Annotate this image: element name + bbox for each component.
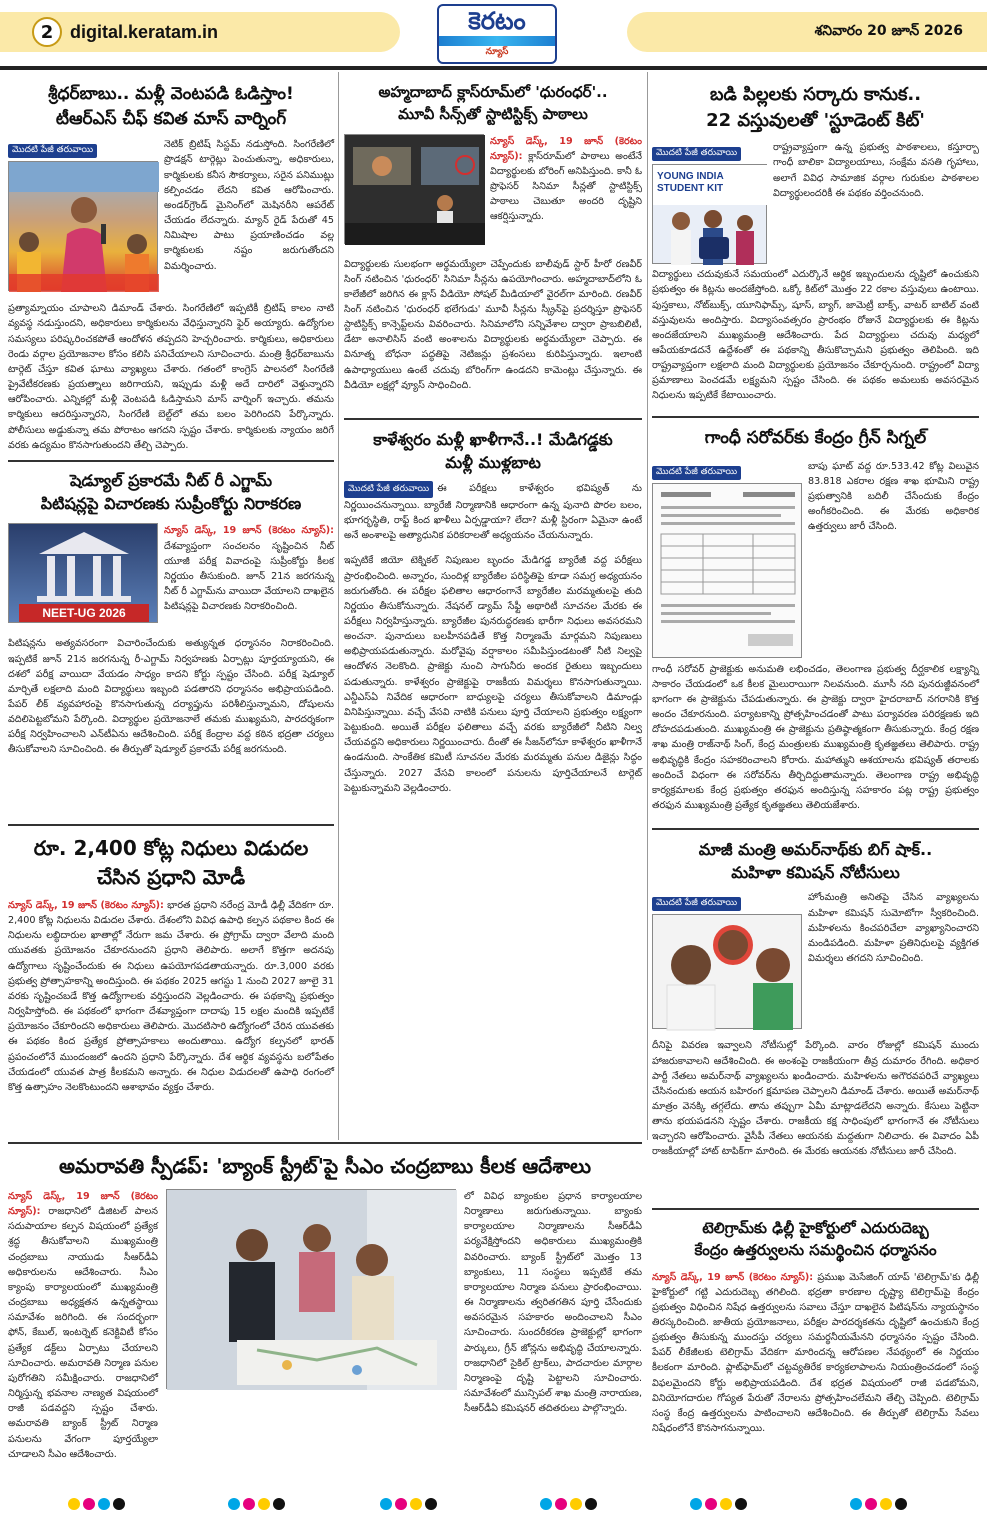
page-header (0, 0, 987, 70)
story-lead: మొదటి పేజీ తరువాయి ఈ పరీక్షలు కాళేశ్వరం భవిష్యత్ ను నిర్ణయించనున్నాయి. బ్యారేజీ నిర్మాణానికి ఆధారంగా ఉన్న పునాది పొరల బలం, భూగర్భస్థితి, రాఫ్ట్ కింద ఖాళీలు ఏర్పడ్డాయా? లేదా? మళ్లీ స్టిరంగా ఏమైనా ఉంటే అనే అంశాలపై అత్యాధునిక పరికరాలతో అధ్యయనం చేయనున్నారు. (344, 483, 642, 541)
magenta-dot-icon (83, 1498, 95, 1510)
issue-date: శనివారం 20 జూన్ 2026 (814, 22, 963, 39)
kavitha-rally-photo (8, 161, 158, 291)
magenta-dot-icon (243, 1498, 255, 1510)
logo-sub: న్యూస్ (485, 47, 509, 57)
neet-court-photo (8, 523, 158, 623)
story-divider (652, 828, 979, 830)
black-dot-icon (735, 1498, 747, 1510)
black-dot-icon (425, 1498, 437, 1510)
story-divider (8, 460, 334, 462)
yellow-dot-icon (68, 1498, 80, 1510)
court-illustration (9, 524, 159, 624)
story-body: పిటిషన్లను అత్యవసరంగా విచారించేందుకు అత్యున్నత ధర్మాసనం నిరాకరించింది. ఇప్పటికే జూన్ 21న జరగనున్న రీ-ఎగ్జామ్ నిర్వహణకు ఏర్పాట్లు పూర్తయ్యాయని, ఈ దశలో పరీక్ష వాయిదా వేయడం సాధ్యం కాదని కోర్టు స్పష్టం చేసింది. పరీక్ష షెడ్యూల్ మార్చితే లక్షలాది మంది విద్యార్థులు ఇబ్బంది పడతారని ధర్మాసనం అభిప్రాయపడింది. పేపర్ లీక్ వ్యవహారంపై కొనసాగుతున్న దర్యాప్తును పరిశీలిస్తున్నామని, దోషులను వదిలిపెట్టబోమని పేర్కొంది. విద్యార్థుల ప్రయోజనాలే తమకు ముఖ్యమని, పారదర్శకంగా పరీక్ష నిర్వహించాలని ఎన్‌టీఏను ఆదేశించింది. పరీక్ష కేంద్రాల వద్ద కఠిన భద్రతా చర్యలు తీసుకోవాలని సూచించింది. ఈ తీర్పుతో షెడ్యూల్ ప్రకారమే పరీక్ష జరగనుంది. (8, 638, 334, 756)
continued-tag: మొదటి పేజీ తరువాయి (8, 144, 97, 158)
column-rule (647, 72, 648, 1140)
story-sridhar (8, 76, 334, 456)
story-headline: షెడ్యూల్ ప్రకారమే నీట్ రీ ఎగ్జామ్ పిటిషన్లపై విచారణకు సుప్రీంకోర్టు నిరాకరణ (40, 471, 302, 514)
story-lead: న్యూస్ డెస్క్, 19 జూన్ (కెరటం న్యూస్): క్లాస్‌రూమ్‌లో పాఠాలు అంటేనే విద్యార్థులకు బోరింగ్ అనిపిస్తుంది. కానీ ఓ ప్రొఫెసర్ సినిమా సీన్లతో స్టాటిస్టిక్స్ పాఠాలు చెబుతూ అందరి దృష్టిని ఆకర్షిస్తున్నారు. (490, 135, 642, 223)
cyan-dot-icon (690, 1498, 702, 1510)
story-divider (652, 416, 979, 418)
story-body: దీనిపై వివరణ ఇవ్వాలని నోటీసుల్లో పేర్కొంది. వారం రోజుల్లో కమిషన్ ముందు హాజరుకావాలని ఆదేశించింది. ఈ అంశంపై రాజకీయంగా తీవ్ర దుమారం రేగింది. అధికార పార్టీ నేతలు అమర్‌నాథ్ వ్యాఖ్యలను ఖండించారు. మహిళలను అగౌరవపరిచే వ్యాఖ్యలు చేసినందుకు ఆయన బహిరంగ క్షమాపణ చెప్పాలని డిమాండ్ చేశారు. అయితే అమర్‌నాథ్ మాత్రం వెనక్కి తగ్గలేదు. తాను తప్పుగా ఏమీ మాట్లాడలేదని అన్నారు. కేసులు పెట్టినా తాను భయపడనని స్పష్టం చేశారు. రాజకీయ కక్ష సాధింపులో భాగంగానే ఈ నోటీసులు ఇచ్చారని ఆరోపించారు. వైసీపీ నేతలు ఆయనకు మద్దతుగా నిలిచారు. ఈ వివాదం ఏపీ రాజకీయాల్లో హాట్ టాపిక్‌గా మారింది. ఈ మేరకు ఆయనకు నోటీసులు జారీ చేసింది. (652, 1040, 979, 1158)
magenta-dot-icon (395, 1498, 407, 1510)
story-amaravati (8, 1146, 642, 1491)
magenta-dot-icon (555, 1498, 567, 1510)
story-student-kit (652, 76, 979, 411)
story-lead: నెటిక్ బ్రిటిష్ సిస్టమ్ నడుస్తోంది. సింగరేణిలో ప్రొడక్షన్ టార్గెట్లు పెంచుతున్నా, అధికారులు, కార్మికులకు కనీస సౌకర్యాలు, సరైన పనిముట్లు కల్పించడం లేదని కవిత ఆరోపించారు. అండర్‌గ్రౌండ్ మైనింగ్‌లో మెషినరీని ఆపరేట్ చేయడం లేదన్నారు. మ్యాన్ రైడ్ పేరుతో 45 నిమిషాల పాటు ప్రయాణించడం వల్ల కార్మికులకు నష్టం జరుగుతోందని విమర్శించారు. (164, 139, 334, 272)
magenta-dot-icon (705, 1498, 717, 1510)
meeting-illustration (167, 1190, 457, 1390)
story-amarnath (652, 832, 979, 1204)
header-left-band (0, 12, 400, 52)
site-link[interactable]: digital.keratam.in (70, 21, 219, 42)
story-headline: కాళేశ్వరం మళ్లీ ఖాళీగానే..! మేడిగడ్డకు మళ్లీ ముళ్లబాట (373, 430, 613, 473)
yellow-dot-icon (880, 1498, 892, 1510)
document-illustration (653, 484, 803, 659)
continued-tag: మొదటి పేజీ తరువాయి (652, 897, 741, 911)
rally-illustration (9, 162, 159, 292)
story-divider (652, 1208, 979, 1210)
story-headline: అహ్మదాబాద్ క్లాస్‌రూమ్‌లో 'ధురంధర్'.. మూవీ సీన్స్‌తో స్టాటిస్టిక్స్ పాఠాలు (378, 83, 608, 123)
cyan-dot-icon (380, 1498, 392, 1510)
logo-text: కెరటం (468, 7, 526, 35)
cyan-dot-icon (850, 1498, 862, 1510)
story-headline: గాంధీ సరోవర్‌కు కేంద్రం గ్రీన్ సిగ్నల్ (704, 428, 927, 448)
story-headline: మాజీ మంత్రి అమర్‌నాథ్‌కు బిగ్ షాక్.. మహిళా కమిషన్ నోటీసులు (698, 840, 933, 883)
registration-marks (380, 1498, 437, 1510)
continued-tag: మొదటి పేజీ తరువాయి (652, 466, 741, 480)
cm-review-photo (166, 1189, 456, 1389)
story-telegram (652, 1212, 979, 1492)
black-dot-icon (895, 1498, 907, 1510)
header-right-band (627, 12, 987, 52)
story-gandhi-sarovar (652, 420, 979, 825)
story-right-text: లో వివిధ బ్యాంకుల ప్రధాన కార్యాలయాల నిర్మాణాలు జరుగుతున్నాయి. బ్యాంకు కార్యాలయాల నిర్మాణాలను సీఆర్‌డీఏ పర్యవేక్షిస్తోందని అధికారులు ముఖ్యమంత్రికి వివరించారు. బ్యాంక్ స్ట్రీట్‌లో మొత్తం 13 బ్యాంకులు, 11 సంస్థలు ఇప్పటికే తమ కార్యాలయాల నిర్మాణ పనులు ప్రారంభించాయి. ఈ నిర్మాణాలను త్వరితగతిన పూర్తి చేసేందుకు అవసరమైన సహకారం అందించాలని సీఎం సూచించారు. సుందరీకరణ ప్రాజెక్టుల్లో భాగంగా పార్కులు, గ్రీన్ జోన్లను అభివృద్ధి చేయాలన్నారు. రాజధానిలో సైకిల్ ట్రాక్‌లు, పాదచారుల మార్గాల నిర్మాణంపై దృష్టి పెట్టాలని సూచించారు. సమావేశంలో మున్సిపల్ శాఖ మంత్రి నారాయణ, సీఆర్‌డీఏ కమిషనర్ తదితరులు పాల్గొన్నారు. (464, 1191, 642, 1415)
story-headline: బడి పిల్లలకు సర్కారు కానుక.. 22 వస్తువులతో 'స్టూడెంట్ కిట్' (706, 84, 925, 132)
amarnath-photo (652, 914, 802, 1029)
registration-marks (68, 1498, 125, 1510)
student-kit-photo (652, 164, 767, 264)
story-divider (344, 418, 642, 420)
story-kaleshwaram (344, 422, 642, 1138)
registration-marks (540, 1498, 597, 1510)
yellow-dot-icon (570, 1498, 582, 1510)
story-lead: న్యూస్ డెస్క్, 19 జూన్ (కెరటం న్యూస్): దేశవ్యాప్తంగా సంచలనం సృష్టించిన నీట్ యూజీ పరీక్ష వివాదంపై సుప్రీంకోర్టు కీలక నిర్ణయం తీసుకుంది. జూన్ 21న జరగనున్న నీట్ రీ ఎగ్జామ్‌ను వాయిదా వేయాలని దాఖలైన పిటిషన్లపై విచారణకు నిరాకరించింది. (164, 525, 334, 613)
black-dot-icon (585, 1498, 597, 1510)
story-lead: రాష్ట్రవ్యాప్తంగా ఉన్న ప్రభుత్వ పాఠశాలలు, కస్తూర్బా గాంధీ బాలికా విద్యాలయాలు, సంక్షేమ వసతి గృహాలు, అలాగే వివిధ సామాజిక వర్గాల గురుకుల పాఠశాలల విద్యార్థులందరికీ ఈ పథకం వర్తించనుంది. (773, 142, 979, 199)
registration-marks (690, 1498, 747, 1510)
continued-tag: మొదటి పేజీ తరువాయి (344, 481, 433, 497)
portraits-illustration (653, 915, 803, 1030)
svg-text:NEET-UG 2026: NEET-UG 2026 (42, 606, 126, 621)
masthead-logo (437, 4, 557, 64)
logo-wave-icon (439, 36, 555, 46)
story-body: ప్రత్యామ్నాయం చూపాలని డిమాండ్ చేశారు. సింగరేణిలో ఇప్పటికీ బ్రిటిష్ కాలం నాటి వ్యవస్థ నడుస్తుందని, అధికారులు కార్మికులను వేధిస్తున్నారని ఫైర్ అయ్యారు. ఉద్యోగుల సమస్యలు పరిష్కరించకపోతే ఆందోళన తప్పదని హెచ్చరించారు. కార్మికులు, అధికారులు రెండు వర్గాల ప్రయోజనాల కోసం కలిసి పనిచేయాలని సూచించారు. మంత్రి శ్రీధర్‌బాబును టార్గెట్ చేస్తూ కవిత ఘాటు వ్యాఖ్యలు చేశారు. గతంలో కాంగ్రెస్ పాలనలో సింగరేణి ప్రైవేటీకరణకు ప్రయత్నాలు జరిగాయని, ఇప్పుడు మళ్లీ అదే దారిలో వెళ్తున్నారని ఆరోపించారు. ఎన్నికల్లో మళ్లీ వెంటపడి ఓడిస్తామని మాస్ వార్నింగ్ ఇచ్చారు. తమను కార్మికులు ఆదరిస్తున్నారని, సింగరేణి బెల్ట్‌లో తమ బలం పెరిగిందని పేర్కొన్నారు. పోలీసులు అడ్డుకున్నా తమ పోరాటం ఆగదని స్పష్టం చేశారు. కార్మికులకు న్యాయం జరిగే వరకు ఉద్యమం కొనసాగుతుందని తేల్చి చెప్పారు. (8, 303, 334, 451)
story-headline: టెలిగ్రామ్‌కు ఢిల్లీ హైకోర్టులో ఎదురుదెబ్బ కేంద్రం ఉత్తర్వులను సమర్థించిన ధర్మాసనం (694, 1219, 937, 1259)
story-headline: రూ. 2,400 కోట్ల నిధులు విడుదల చేసిన ప్రధాని మోడీ (33, 836, 309, 889)
yellow-dot-icon (720, 1498, 732, 1510)
black-dot-icon (273, 1498, 285, 1510)
story-lead: బాపు ఘాట్ వద్ద రూ.533.42 కోట్ల విలువైన 83.818 ఎకరాల రక్షణ శాఖ భూమిని రాష్ట్ర ప్రభుత్వానికి బదిలీ చేసేందుకు కేంద్రం అంగీకరించింది. ఈ మేరకు అధికారిక ఉత్తర్వులు జారీ చేసింది. (808, 460, 979, 533)
classroom-illustration (345, 135, 485, 245)
magenta-dot-icon (865, 1498, 877, 1510)
story-left-text: న్యూస్ డెస్క్, 19 జూన్ (కెరటం న్యూస్): రాజధానిలో డిజిటల్ పాలన సదుపాయాల కల్పన విషయంలో ప్రత్యేక శ్రద్ధ తీసుకోవాలని ముఖ్యమంత్రి చంద్రబాబు నాయుడు సీఆర్‌డీఏ అధికారులను ఆదేశించారు. సీఎం క్యాంపు కార్యాలయంలో ముఖ్యమంత్రి చంద్రబాబు అధ్యక్షతన ఉన్నతస్థాయి సమావేశం జరిగింది. ఈ సందర్భంగా ఫోన్, కేబుల్, ఇంటర్నెట్ కనెక్టివిటీ కోసం ప్రత్యేక డక్ట్‌లు ఏర్పాటు చేయాలని సూచించారు. అమరావతి నిర్మాణ పనుల పురోగతిని సమీక్షించారు. రాజధానిలో నిర్మిస్తున్న భవనాల నాణ్యత విషయంలో రాజీ పడవద్దని స్పష్టం చేశారు. అమరావతి బ్యాంక్ స్ట్రీట్ నిర్మాణ పనులను వేగంగా పూర్తయ్యేలా చూడాలని సీఎం ఆదేశించారు. (8, 1191, 158, 1460)
story-body: విద్యార్థులు చదువుకునే సమయంలో ఎదుర్కొనే ఆర్థిక ఇబ్బందులను దృష్టిలో ఉంచుకుని ప్రభుత్వం ఈ కిట్లను అందజేస్తోంది. ఒక్కో కిట్‌లో మొత్తం 22 రకాల వస్తువులు ఉంటాయి. పుస్తకాలు, నోట్‌బుక్స్, యూనిఫామ్స్, షూస్, బ్యాగ్, జామెట్రీ బాక్స్, వాటర్ బాటిల్ వంటి వస్తువులను అందిస్తారు. విద్యాసంవత్సరం ప్రారంభం రోజునే విద్యార్థులకు ఈ కిట్లను అందజేయాలని ముఖ్యమంత్రి ఆదేశించారు. పేద విద్యార్థులు చదువు మధ్యలో ఆపేయకూడదనే ఉద్దేశంతో ఈ పథకాన్ని తీసుకొచ్చామని ప్రభుత్వం తెలిపింది. ఇది రాష్ట్రవ్యాప్తంగా లక్షలాది మంది విద్యార్థులకు ప్రయోజనం చేకూర్చనుంది. రాష్ట్రంలో విద్యా ప్రమాణాలు పెంచడమే లక్ష్యమని స్పష్టం చేసింది. ఈ పథకం అమలుకు అవసరమైన నిధులను ఇప్పటికే కేటాయించారు. (652, 269, 979, 402)
photo-caption-text: YOUNG INDIA STUDENT KIT (657, 171, 724, 194)
story-body: ఇప్పటికే జియో టెక్నికల్ నిపుణుల బృందం మేడిగడ్డ బ్యారేజీ వద్ద పరీక్షలు ప్రారంభించింది. అన్నారం, సుందిళ్ల బ్యారేజీల పరిస్థితిపై కూడా సమగ్ర అధ్యయనం జరుగుతోంది. ఈ పరీక్షల ఫలితాల ఆధారంగానే బ్యారేజీల మరమ్మతులపై తుది నిర్ణయం తీసుకోనున్నారు. నేషనల్ డ్యామ్ సేఫ్టీ అథారిటీ సూచనల మేరకు ఈ పరీక్షలు నిర్వహిస్తున్నారు. బ్యారేజీల పునరుద్ధరణకు భారీగా నిధులు అవసరమని అంచనా. పునాదులు బలహీనపడితే కొత్త నిర్మాణమే మార్గమని నిపుణులు అభిప్రాయపడుతున్నారు. మరోవైపు వర్షాకాలం సమీపిస్తుండటంతో నీటి నిల్వపై ఆందోళన నెలకొంది. ప్రాజెక్టు నుంచి సాగునీరు అందక రైతులు ఇబ్బందులు పడుతున్నారు. కాళేశ్వరం ప్రాజెక్టుపై రాజకీయ విమర్శలు కొనసాగుతున్నాయి. ఎన్డీఎస్ఏ నివేదిక ఆధారంగా బాధ్యులపై చర్యలు తీసుకోవాలని డిమాండ్లు వినిపిస్తున్నాయి. వచ్చే వేసవి నాటికి పనులు పూర్తి చేయాలని ప్రభుత్వం లక్ష్యంగా పెట్టుకుంది. అయితే పరీక్షల ఫలితాలు వచ్చే వరకు బ్యారేజీలో నీటిని నిల్వ చేయవద్దని అధికారులు నిర్ణయించారు. దీంతో ఈ సీజన్‌లోనూ కాళేశ్వరం ఖాళీగానే ఉండనుంది. సాంకేతిక కమిటీ సూచనల మేరకు మరమ్మతు పనుల డిజైన్లు సిద్ధం చేస్తున్నారు. 2027 వేసవి కాలంలో పనులను పూర్తిచేయాలనే టార్గెట్ పెట్టుకున్నామని వెల్లడించారు. (344, 555, 642, 794)
cyan-dot-icon (540, 1498, 552, 1510)
registration-marks (228, 1498, 285, 1510)
story-body: న్యూస్ డెస్క్, 19 జూన్ (కెరటం న్యూస్): భారత ప్రధాని నరేంద్ర మోడీ ఢిల్లీ వేదికగా రూ. 2,400 కోట్ల నిధులను విడుదల చేశారు. దేశంలోని వివిధ ఉపాధి కల్పన పథకాల కింద ఈ నిధులను లబ్ధిదారుల ఖాతాల్లో నేరుగా జమ చేశారు. ఈ ప్రోగ్రామ్ ద్వారా వేలాది మంది యువతకు ప్రయోజనం చేకూరనుందని ప్రధాని తెలిపారు. అలాగే కొత్తగా అదనపు ఉద్యోగాలు సృష్టించేందుకు ఈ నిధులు ఉపయోగపడతాయన్నారు. రూ.3,000 వరకు ప్రభుత్వ ప్రోత్సాహకాన్ని అందిస్తుంది. ఈ పథకం 2025 ఆగస్టు 1 నుంచి 2027 జూలై 31 వరకు సృష్టించబడే కొత్త ఉద్యోగాలకు వర్తిస్తుందని వెల్లడించారు. ఈ పథకాన్ని ప్రభుత్వం నిర్వహిస్తోంది. ఈ పథకంలో భాగంగా దేశవ్యాప్తంగా దాదాపు 15 లక్షల మందికి ఇప్పటికే ప్రయోజనం చేకూరిందని అధికారులు తెలిపారు. మొదటిసారి ఉద్యోగంలో చేరిన యువతకు ఈ పథకం కింద ప్రత్యేక ప్రోత్సాహకాలు అందుతాయి. ఉద్యోగ కల్పనలో భారత్ ప్రపంచంలోనే ముందంజలో ఉందని ప్రధాని పేర్కొన్నారు. దేశ ఆర్థిక వ్యవస్థను బలోపేతం చేయడంలో యువత పాత్ర కీలకమని అన్నారు. ఈ నిధుల విడుదలతో ఉపాధి రంగంలో కొత్త ఉత్సాహం నెలకొంటుందని ఆశాభావం వ్యక్తం చేశారు. (8, 900, 334, 1093)
cyan-dot-icon (98, 1498, 110, 1510)
story-neet (8, 463, 334, 820)
yellow-dot-icon (258, 1498, 270, 1510)
story-body: విద్యార్థులకు సులభంగా అర్థమయ్యేలా చెప్పేందుకు బాలీవుడ్ స్టార్ హీరో రణవీర్ సింగ్ నటించిన 'ధురంధర్' సినిమా సీన్లను ఉపయోగించారు. అహ్మదాబాద్‌లోని ఓ కాలేజీలో జరిగిన ఈ క్లాస్ వీడియో సోషల్ మీడియాలో వైరల్‌గా మారింది. రణవీర్ సింగ్ నటించిన 'ధురంధర్ భలేగుడు' మూవీ సీన్లను స్క్రీన్‌పై ప్రదర్శిస్తూ ప్రొఫెసర్ స్టాటిస్టిక్స్ కాన్సెప్ట్‌లను వివరించారు. సినిమాలోని సన్నివేశాల ద్వారా ప్రాబబిలిటీ, డేటా అనాలిసిస్ వంటి అంశాలను విద్యార్థులకు అర్థమయ్యేలా చెప్పారు. ఈ వినూత్న బోధనా పద్ధతిపై నెటిజన్లు ప్రశంసలు కురిపిస్తున్నారు. ఇలాంటి ఉపాధ్యాయులు ఉంటే చదువు బోరింగ్‌గా ఉండదని కామెంట్లు చేస్తున్నారు. ఈ వీడియో లక్షల్లో వ్యూస్ సాధించింది. (344, 258, 642, 391)
column-rule (338, 72, 339, 1140)
story-modi (8, 828, 334, 1138)
page-number: 2 (32, 17, 62, 47)
story-headline: శ్రీధర్‌బాబు.. మళ్లీ వెంటపడి ఓడిస్తాం! టీఆర్ఎస్ చీఫ్ కవిత మాస్ వార్నింగ్ (48, 84, 294, 129)
yellow-dot-icon (410, 1498, 422, 1510)
story-divider (8, 1142, 642, 1144)
black-dot-icon (113, 1498, 125, 1510)
story-lead: హోంమంత్రి అనితపై చేసిన వ్యాఖ్యలను మహిళా కమిషన్ సుమోటోగా స్వీకరించింది. మహిళలను కించపరిచేలా వ్యాఖ్యానించారని మండిపడింది. మహిళా ప్రతినిధులపై వ్యక్తిగత విమర్శలు తగదని సూచించింది. (808, 892, 979, 964)
story-headline: అమరావతి స్పీడప్: 'బ్యాంక్ స్ట్రీట్'పై సీఎం చంద్రబాబు కీలక ఆదేశాలు (58, 1154, 592, 1178)
story-ahmedabad (344, 76, 642, 406)
classroom-photo (344, 134, 484, 244)
registration-marks (850, 1498, 907, 1510)
cyan-dot-icon (228, 1498, 240, 1510)
story-body: న్యూస్ డెస్క్, 19 జూన్ (కెరటం న్యూస్): ప్రముఖ మెసేజింగ్ యాప్ 'టెలిగ్రామ్'కు ఢిల్లీ హైకోర్టులో గట్టి ఎదురుదెబ్బ తగిలింది. భద్రతా కారణాల దృష్ట్యా టెలిగ్రామ్‌పై కేంద్రం ప్రభుత్వం విధించిన నిషేధ ఉత్తర్వులను సవాలు చేస్తూ దాఖలైన పిటిషన్‌ను న్యాయస్థానం తిరస్కరించింది. జాతీయ ప్రయోజనాలు, పరీక్షల పారదర్శకతను దృష్టిలో ఉంచుకుని కేంద్ర ప్రభుత్వం తీసుకున్న ముందస్తు చర్యలు సమర్థనీయమేనని ధర్మాసనం స్పష్టం చేసింది. పేపర్ లీకేజీలకు టెలిగ్రామ్ వేదికగా మారిందన్న ఆరోపణల నేపథ్యంలో ఈ నిర్ణయం కీలకంగా మారింది. ప్లాట్‌ఫామ్‌లో చట్టవ్యతిరేక కార్యకలాపాలను నియంత్రించడంలో సంస్థ విఫలమైందని కోర్టు అభిప్రాయపడింది. దేశ భద్రత విషయంలో రాజీ పడబోమని, వినియోగదారుల గోప్యత పేరుతో నేరాలను ప్రోత్సహించలేమని తేల్చి చెప్పింది. టెలిగ్రామ్ సంస్థ కేంద్ర ఉత్తర్వులను పాటించాలని ఆదేశించింది. ఈ తీర్పుతో టెలిగ్రామ్ సేవలు నిషేధంలోనే కొనసాగనున్నాయి. (652, 1271, 979, 1435)
story-divider (8, 824, 334, 826)
continued-tag: మొదటి పేజీ తరువాయి (652, 147, 741, 161)
government-order-document (652, 483, 802, 658)
story-body: గాంధీ సరోవర్ ప్రాజెక్టుకు అనుమతి లభించడం, తెలంగాణ ప్రభుత్వ దీర్ఘకాలిక లక్ష్యాన్ని సాకారం చేయడంలో ఒక కీలక మైలురాయిగా నిలవనుంది. మూసీ నది పునరుజ్జీవనంలో భాగంగా ఈ ప్రాజెక్టును చేపడుతున్నారు. ఈ ప్రాజెక్టు ద్వారా హైదరాబాద్ నగరానికి కొత్త అందం చేకూరనుంది. పర్యాటకాన్ని ప్రోత్సహించడంతో పాటు పర్యావరణ పరిరక్షణకు ఇది దోహదపడుతుంది. ముఖ్యమంత్రి ఈ ప్రాజెక్టును ప్రతిష్ఠాత్మకంగా తీసుకున్నారు. కేంద్ర రక్షణ శాఖ మంత్రి రాజ్‌నాథ్ సింగ్, కేంద్ర మంత్రులకు ముఖ్యమంత్రి కృతజ్ఞతలు తెలిపారు. రాష్ట్ర అభివృద్ధికి కేంద్రం సహకరించాలని కోరారు. మహాత్ముని ఆశయాలను భవిష్యత్ తరాలకు అందించే విధంగా ఈ సరోవర్‌ను తీర్చిదిద్దుతామన్నారు. తెలంగాణ రాష్ట్ర అభివృద్ధి కార్యక్రమాలకు కేంద్ర ప్రభుత్వం తరఫున అందిస్తున్న సహకారం పట్ల రాష్ట్ర ప్రభుత్వం తరఫున ముఖ్యమంత్రి ప్రత్యేక కృతజ్ఞతలు తెలియజేశారు. (652, 663, 979, 812)
